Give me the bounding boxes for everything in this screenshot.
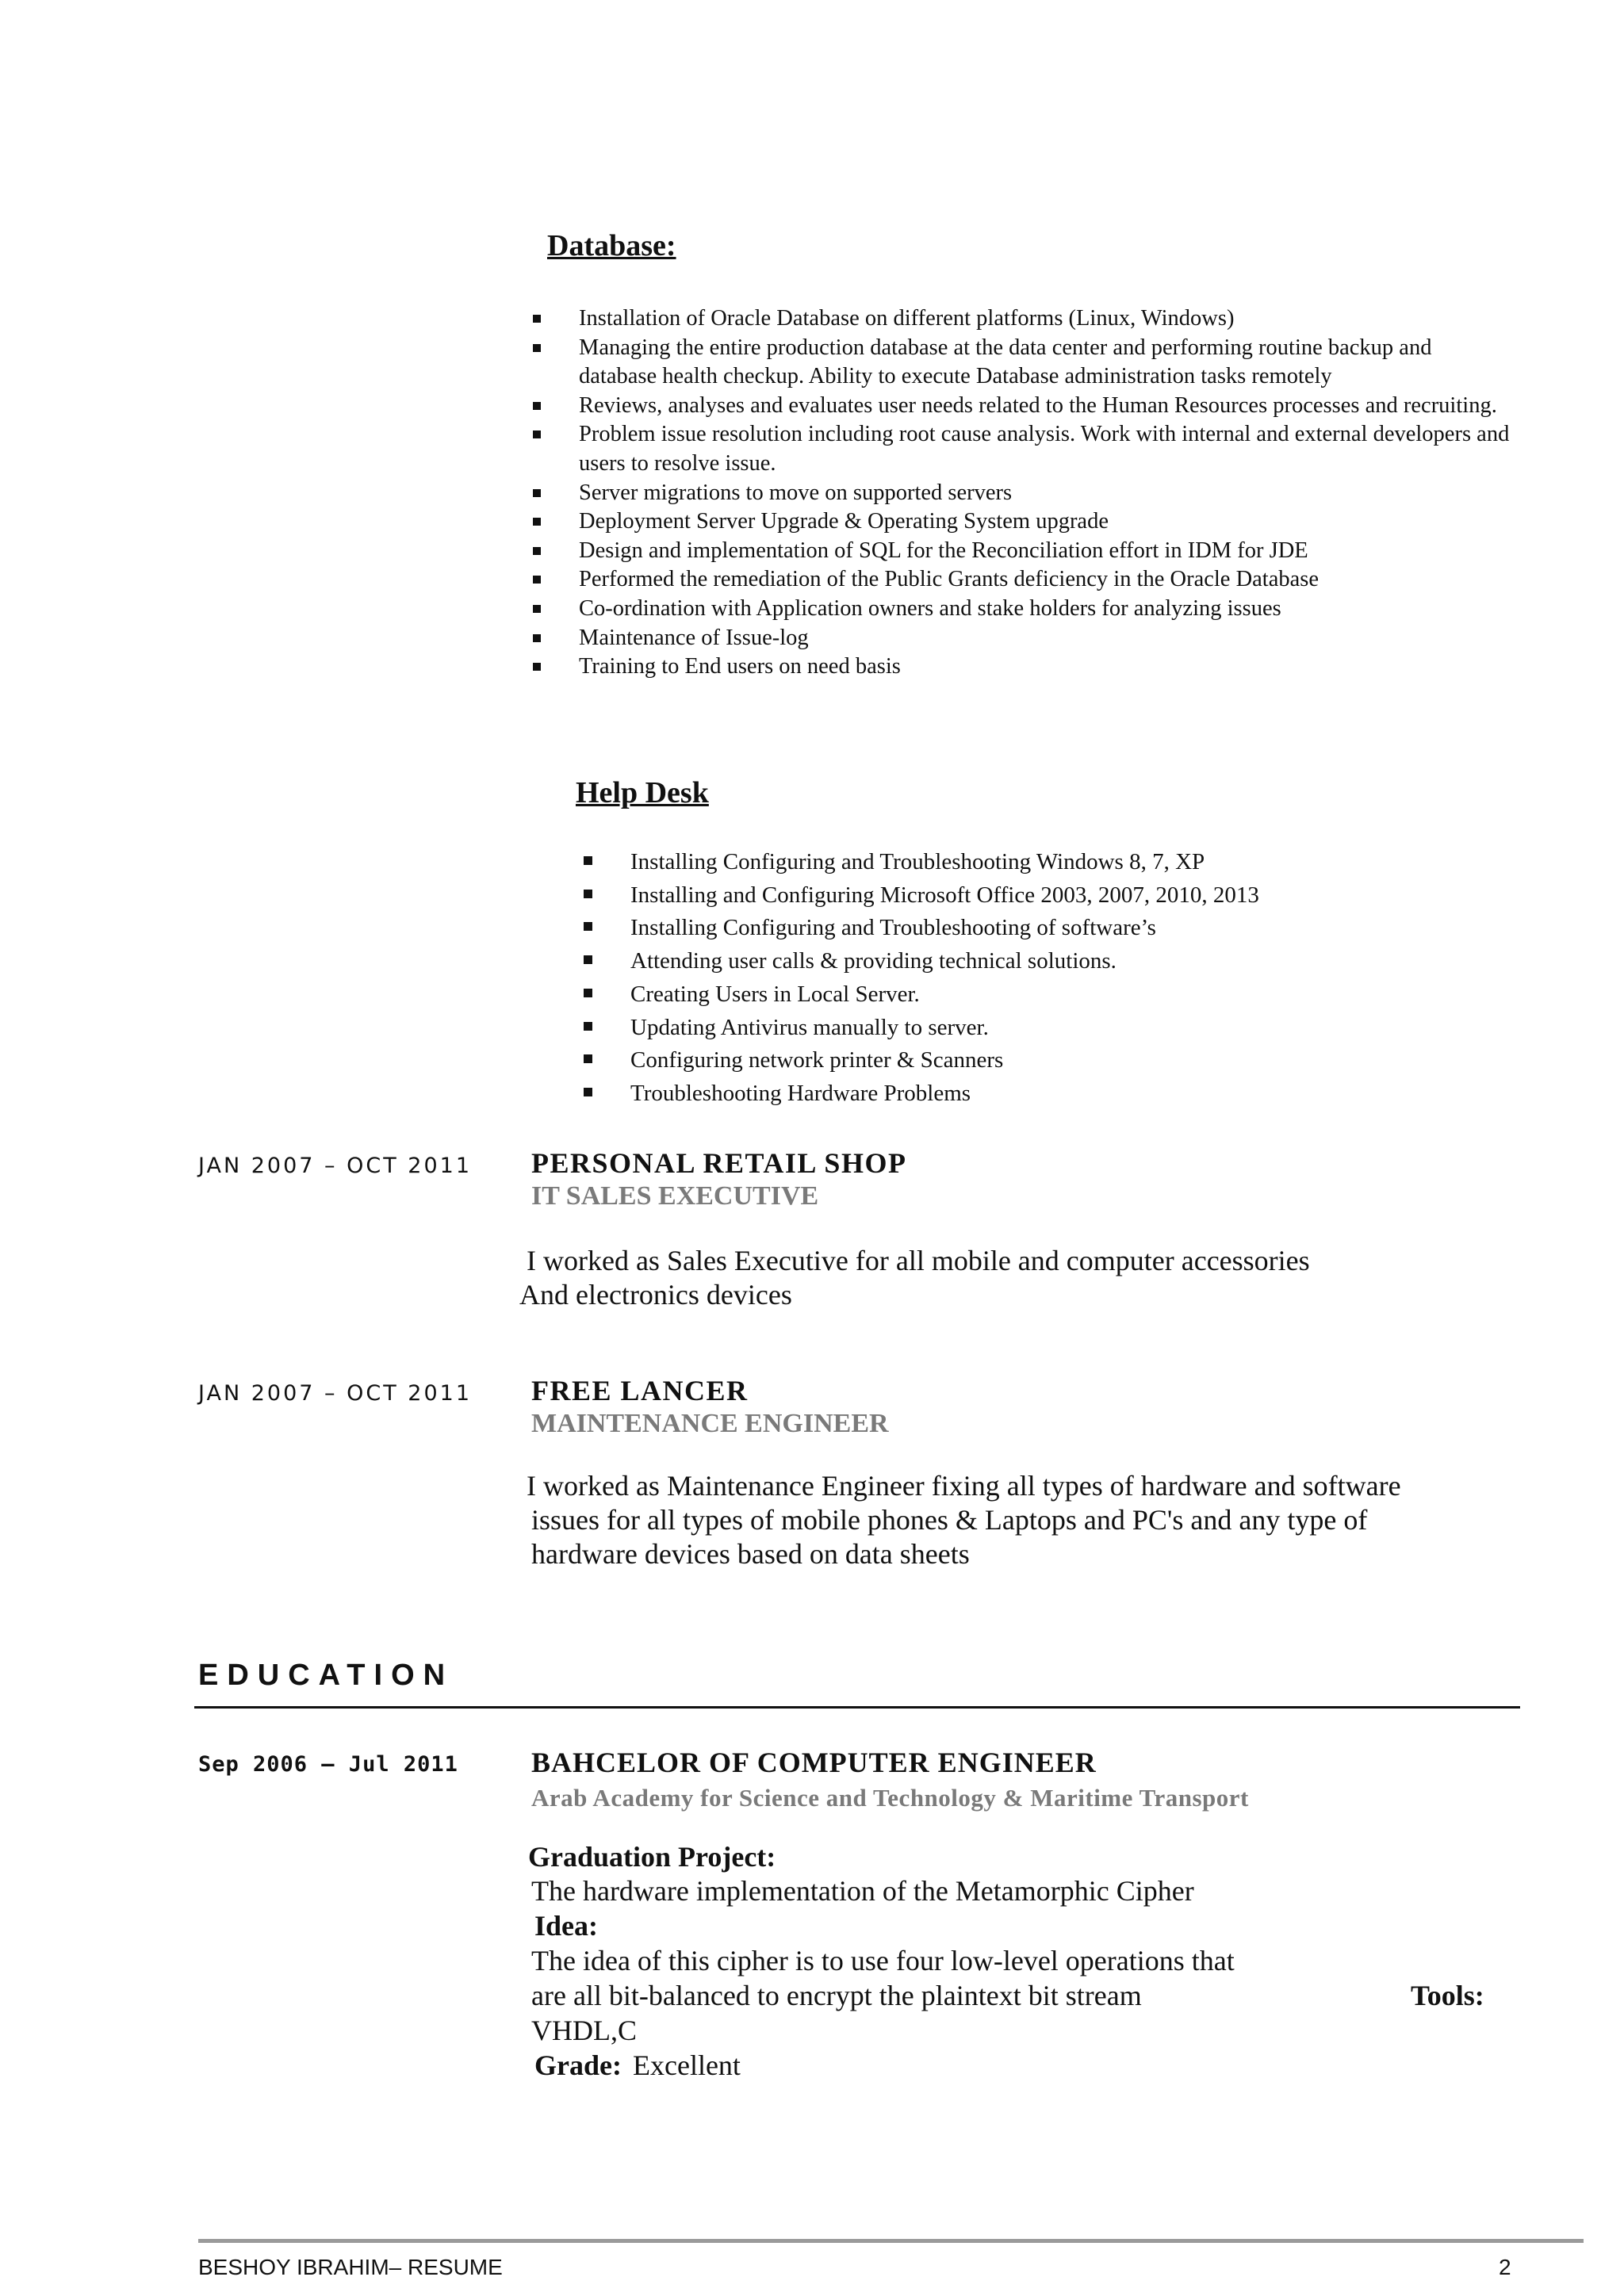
list-item: Installing and Configuring Microsoft Office 2003, 2007, 2010, 2013 — [630, 879, 1503, 913]
education-title: EDUCATION — [198, 1659, 454, 1692]
database-list — [579, 304, 1515, 682]
job-role: MAINTENANCE ENGINEER — [531, 1409, 889, 1438]
list-item: Installing Configuring and Troubleshooting Windows 8, 7, XP — [630, 846, 1503, 879]
list-item: Problem issue resolution including root cause analysis. Work with internal and external developers and users to resolve issue. — [579, 420, 1515, 478]
list-item: Deployment Server Upgrade & Operating System upgrade — [579, 507, 1515, 537]
job-date: JAN 2007 – OCT 2011 — [198, 1381, 473, 1406]
job-description: I worked as Sales Executive for all mobile and computer accessories — [527, 1245, 1310, 1276]
job-description: issues for all types of mobile phones & Laptops and PC's and any type of — [531, 1504, 1368, 1536]
list-item: Maintenance of Issue-log — [579, 624, 1515, 653]
page-number: 2 — [1499, 2255, 1511, 2279]
list-item: Design and implementation of SQL for the Reconciliation effort in IDM for JDE — [579, 537, 1515, 566]
list-item: Installation of Oracle Database on different platforms (Linux, Windows) — [579, 304, 1515, 334]
helpdesk-heading: Help Desk — [576, 776, 709, 809]
helpdesk-list — [630, 846, 1503, 1111]
job-role: IT SALES EXECUTIVE — [531, 1181, 819, 1211]
tools-value: VHDL,C — [531, 2015, 637, 2046]
grade-label: Grade: — [534, 2049, 622, 2081]
section-divider — [194, 1706, 1520, 1709]
education-date: Sep 2006 – Jul 2011 — [198, 1752, 458, 1777]
idea-text: are all bit-balanced to encrypt the plaintext bit stream — [531, 1980, 1142, 2011]
grade-value: Excellent — [633, 2049, 741, 2081]
list-item: Performed the remediation of the Public Grants deficiency in the Oracle Database — [579, 565, 1515, 595]
project-label: Graduation Project: — [528, 1841, 776, 1873]
list-item: Troubleshooting Hardware Problems — [630, 1077, 1503, 1111]
footer-divider — [198, 2239, 1584, 2243]
list-item: Configuring network printer & Scanners — [630, 1044, 1503, 1077]
job-description: I worked as Maintenance Engineer fixing all types of hardware and software — [527, 1470, 1401, 1502]
footer-name: BESHOY IBRAHIM– RESUME — [198, 2255, 503, 2279]
list-item: Creating Users in Local Server. — [630, 978, 1503, 1012]
idea-label: Idea: — [534, 1910, 598, 1942]
list-item: Attending user calls & providing technical solutions. — [630, 945, 1503, 978]
tools-label: Tools: — [1411, 1980, 1484, 2011]
list-item: Co-ordination with Application owners and stake holders for analyzing issues — [579, 595, 1515, 624]
list-item: Training to End users on need basis — [579, 652, 1515, 682]
project-text: The hardware implementation of the Metamorphic Cipher — [531, 1875, 1194, 1907]
job-date: JAN 2007 – OCT 2011 — [198, 1154, 473, 1178]
education-institution: Arab Academy for Science and Technology & Maritime Transport — [531, 1784, 1249, 1812]
education-degree: BAHCELOR OF COMPUTER ENGINEER — [531, 1747, 1097, 1778]
list-item: Managing the entire production database at the data center and performing routine backup and database health checkup. Ability to execute Database administration tasks remotely — [579, 334, 1515, 392]
list-item: Server migrations to move on supported servers — [579, 479, 1515, 508]
job-description: hardware devices based on data sheets — [531, 1538, 970, 1570]
list-item: Installing Configuring and Troubleshooting of software’s — [630, 912, 1503, 945]
idea-text: The idea of this cipher is to use four low-level operations that — [531, 1945, 1235, 1976]
job-organization: FREE LANCER — [531, 1375, 749, 1406]
database-heading: Database: — [547, 229, 676, 262]
job-organization: PERSONAL RETAIL SHOP — [531, 1147, 907, 1179]
list-item: Reviews, analyses and evaluates user needs related to the Human Resources processes and recruiting. — [579, 392, 1515, 421]
job-description: And electronics devices — [519, 1279, 792, 1311]
list-item: Updating Antivirus manually to server. — [630, 1012, 1503, 1045]
